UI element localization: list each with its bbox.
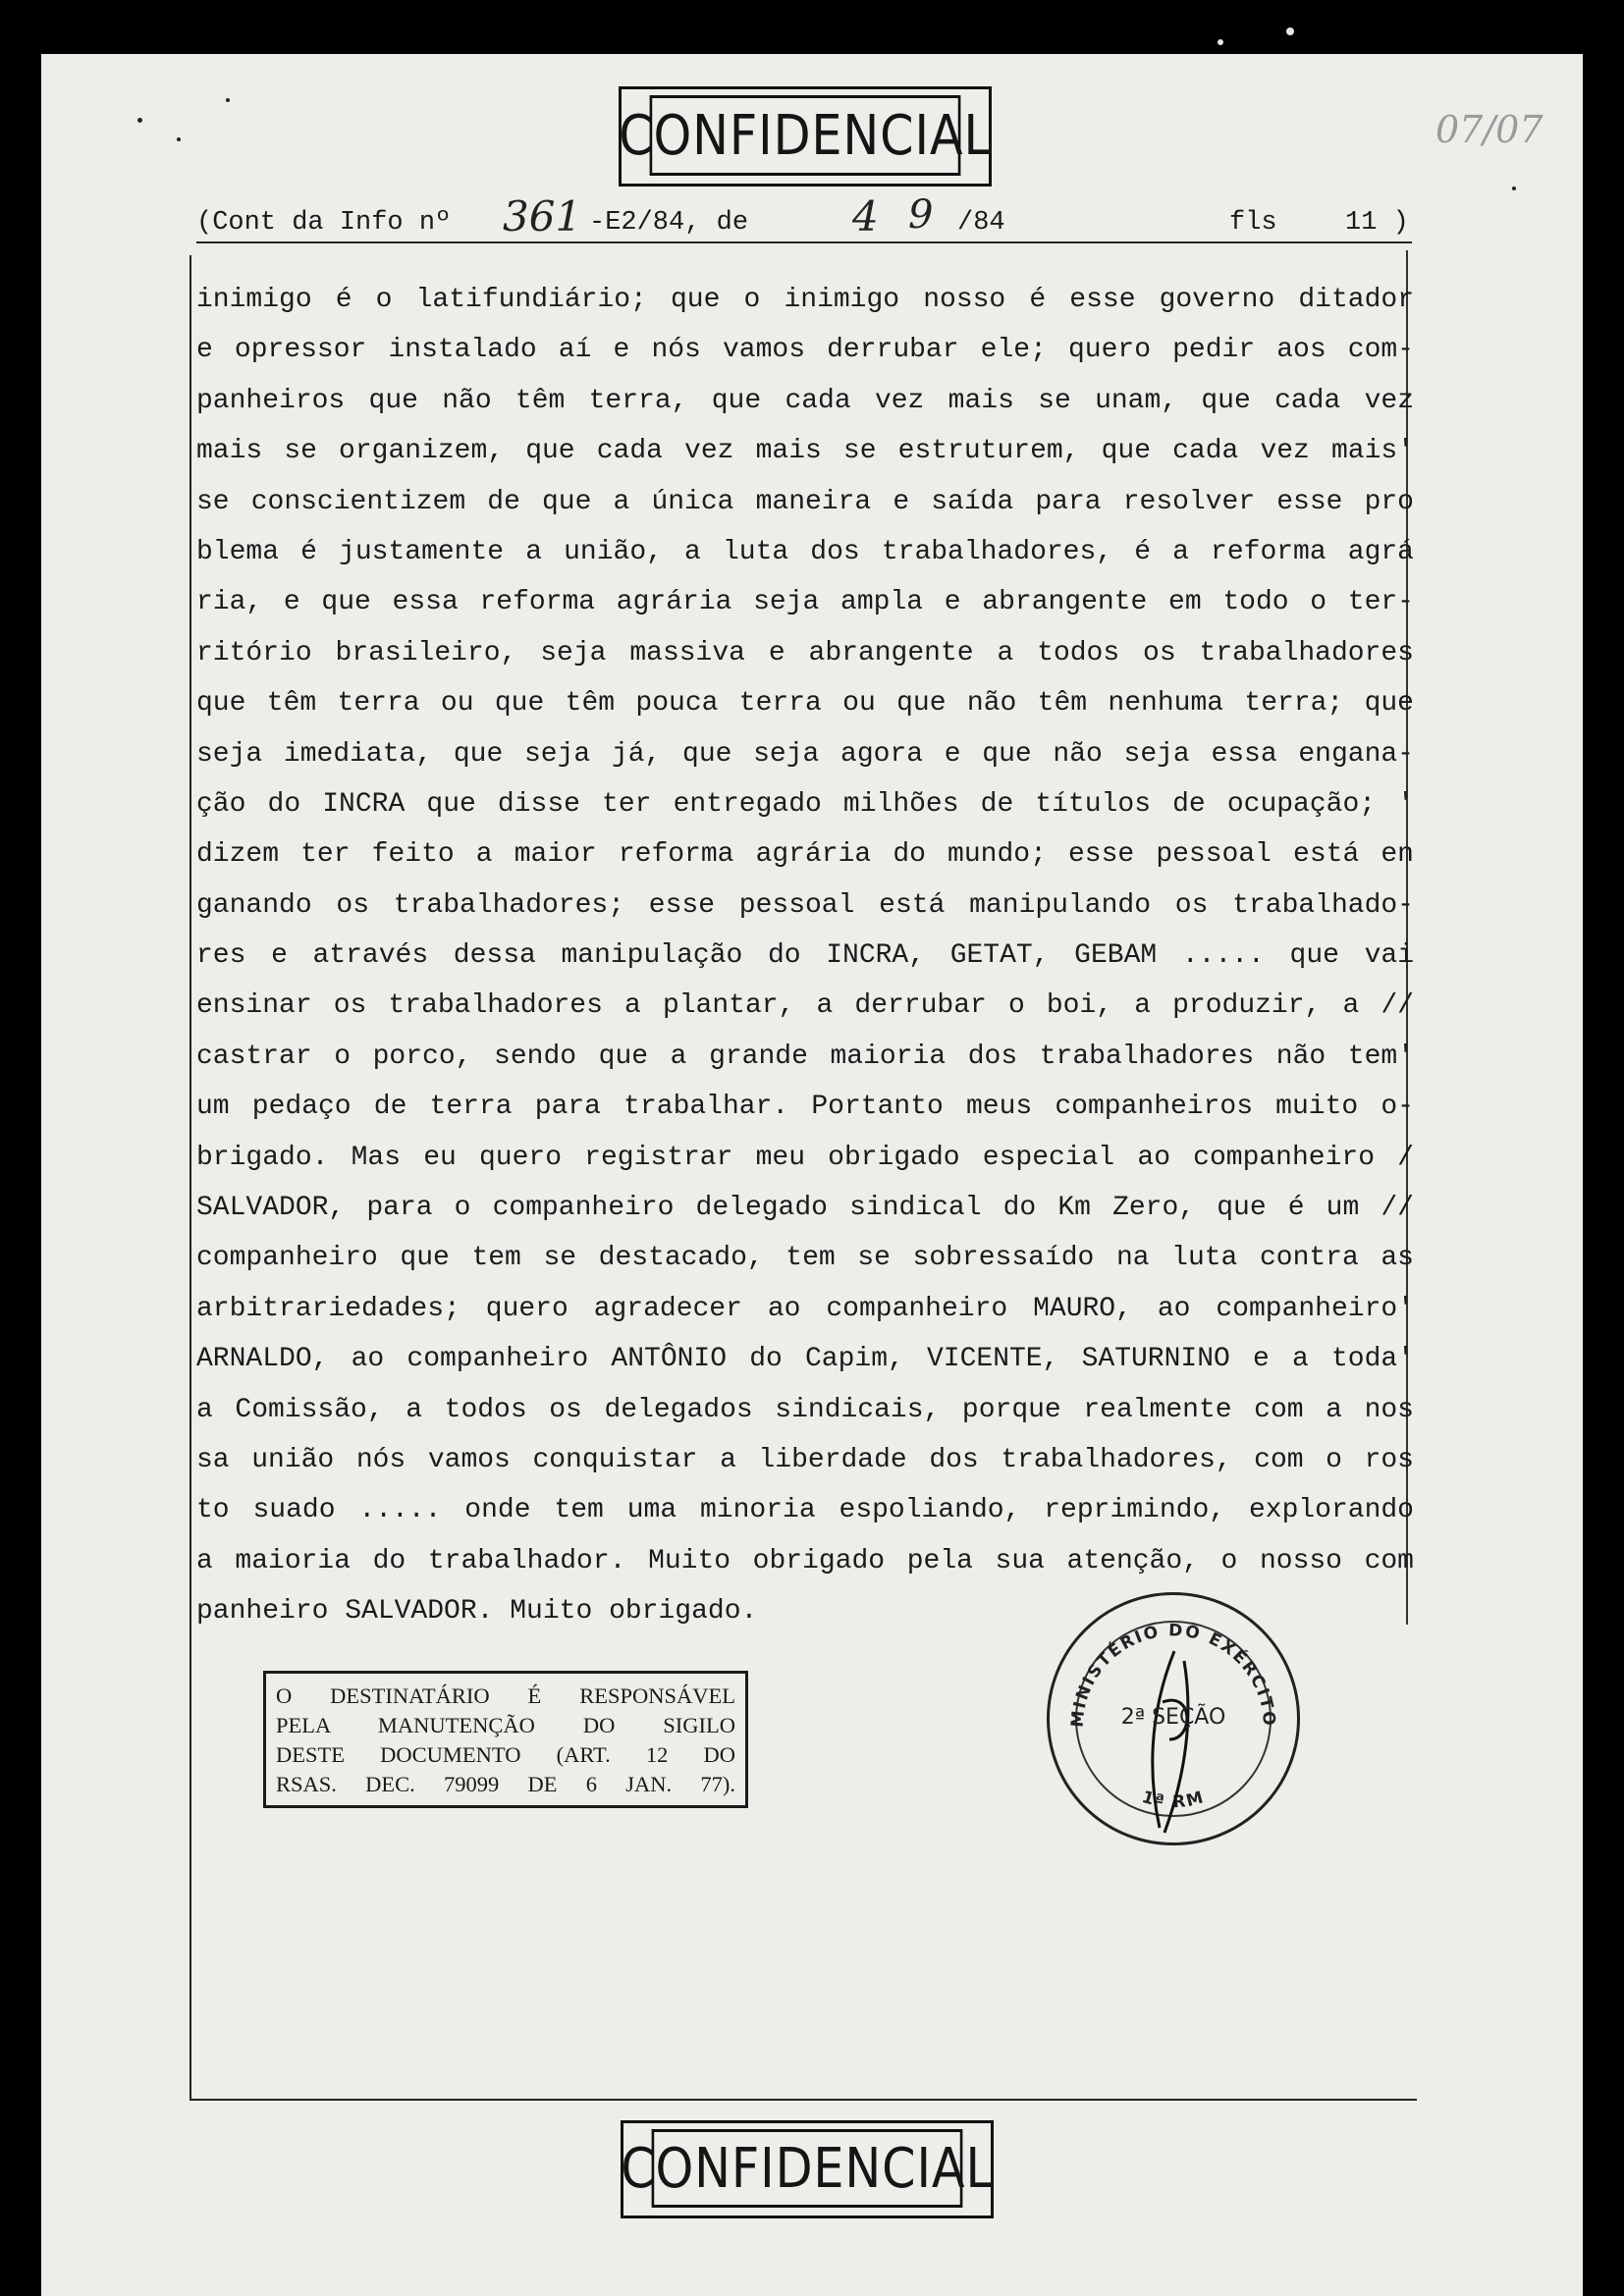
body-line: ganando os trabalhadores; esse pessoal está manipulando os trabalhado- [196,889,1414,921]
body-line: ria, e que essa reforma agrária seja ampla e abrangente em todo o ter- [196,587,1414,618]
body-line: mais se organizem, que cada vez mais se estruturem, que cada vez mais' [196,436,1414,467]
notice-line: RSAS. DEC. 79099 DE 6 JAN. 77). [276,1772,735,1796]
body-line: brigado. Mas eu quero registrar meu obrigado especial ao companheiro / [196,1142,1414,1173]
seal-text-bottom: 1ª RM [1139,1787,1208,1813]
body-line: blema é justamente a união, a luta dos trabalhadores, é a reforma agrá [196,536,1414,567]
body-line: panheiros que não têm terra, que cada vez mais se unam, que cada vez [196,385,1414,416]
body-line: companheiro que tem se destacado, tem se sobressaído na luta contra as [196,1243,1414,1274]
header-underline [196,241,1412,243]
scan-speck [1218,39,1223,45]
header-suffix: -E2/84, de [589,208,749,238]
scan-speck [177,137,181,141]
body-line: panheiro SALVADOR. Muito obrigado. [196,1596,758,1628]
margin-page-number: 07/07 [1435,108,1543,151]
seal-center-text: 2ª SEÇÃO [1120,1705,1226,1730]
body-line: a maioria do trabalhador. Muito obrigado pela sua atenção, o nosso com [196,1545,1414,1576]
confidential-stamp-top [619,86,992,187]
body-line: to suado ..... onde tem uma minoria espoliando, reprimindo, explorando [196,1495,1414,1526]
body-line: dizem ter feito a maior reforma agrária do mundo; esse pessoal está en [196,839,1414,871]
body-line: se conscientizem de que a única maneira e saída para resolver esse pro [196,486,1414,517]
document-header [196,192,1414,251]
body-line: a Comissão, a todos os delegados sindicais, porque realmente com a nos [196,1394,1414,1425]
confidential-stamp-top-text: CONFIDENCIAL [650,95,961,176]
body-line: castrar o porco, sendo que a grande maioria dos trabalhadores não tem' [196,1041,1414,1072]
header-fls-number: 11 ) [1345,208,1409,238]
header-date-year: /84 [957,208,1005,238]
body-line: ritório brasileiro, seja massiva e abrangente a todos os trabalhadores [196,637,1414,668]
body-line: SALVADOR, para o companheiro delegado sindical do Km Zero, que é um // [196,1193,1414,1224]
body-text [196,275,1414,1637]
scan-speck [226,98,230,102]
header-fls-label: fls [1229,208,1277,238]
body-line: arbitrariedades; quero agradecer ao companheiro MAURO, ao companheiro' [196,1293,1414,1324]
notice-line: DESTE DOCUMENTO (ART. 12 DO [276,1742,735,1767]
body-line: que têm terra ou que têm pouca terra ou que não têm nenhuma terra; que [196,688,1414,720]
body-line: inimigo é o latifundiário; que o inimigo nosso é esse governo ditador [196,285,1414,315]
body-line: ção do INCRA que disse ter entregado milhões de títulos de ocupação; ' [196,788,1414,820]
scan-speck [137,118,142,123]
body-line: ensinar os trabalhadores a plantar, a derrubar o boi, a produzir, a // [196,990,1414,1022]
confidential-stamp-bottom-text: CONFIDENCIAL [652,2129,963,2208]
confidentiality-notice [263,1671,748,1808]
body-line: e opressor instalado aí e nós vamos derrubar ele; quero pedir aos com- [196,335,1414,366]
header-date-month: 9 [908,192,934,238]
body-line: res e através dessa manipulação do INCRA, GETAT, GEBAM ..... que vai [196,940,1414,972]
notice-line: O DESTINATÁRIO É RESPONSÁVEL [276,1683,735,1708]
body-line: seja imediata, que seja já, que seja agora e que não seja essa engana- [196,738,1414,770]
scan-speck [1512,187,1516,190]
body-line: ARNALDO, ao companheiro ANTÔNIO do Capim, VICENTE, SATURNINO e a toda' [196,1344,1414,1375]
body-line: um pedaço de terra para trabalhar. Portanto meus companheiros muito o- [196,1092,1414,1123]
header-date-day: 4 [852,192,879,240]
header-info-number: 361 [503,192,582,240]
scan-speck [1286,27,1294,35]
confidential-stamp-bottom [621,2120,994,2218]
body-line: sa união nós vamos conquistar a liberdade dos trabalhadores, com o ros [196,1444,1414,1475]
notice-line: PELA MANUTENÇÃO DO SIGILO [276,1713,735,1737]
army-seal [1047,1592,1300,1845]
header-cont-label: (Cont da Info nº [196,208,452,238]
seal-text-top: MINISTÉRIO DO EXÉRCITO [1067,1621,1279,1729]
